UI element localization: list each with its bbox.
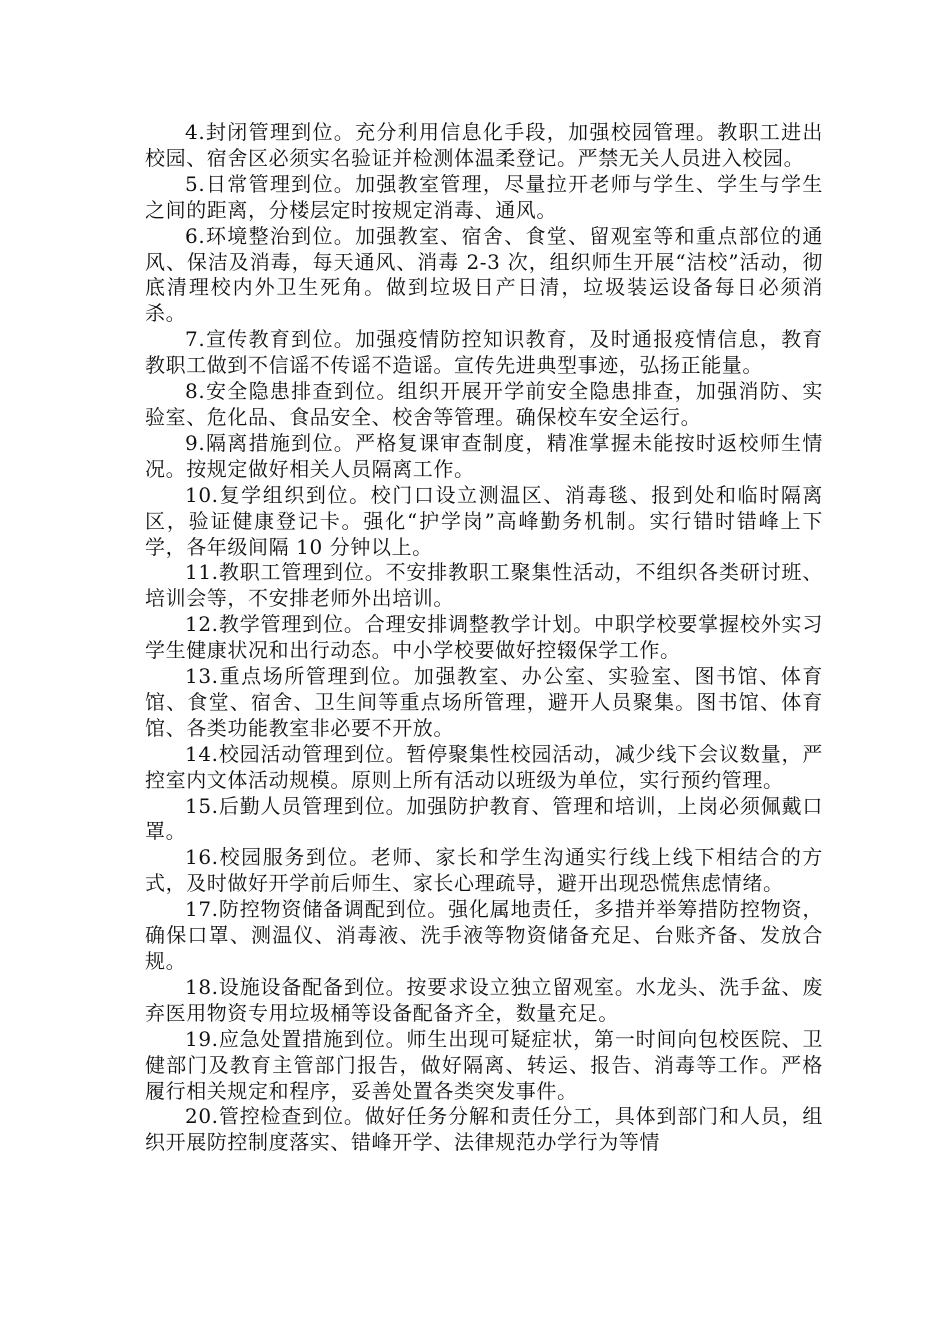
paragraph-item-11: 11.教职工管理到位。不安排教职工聚集性活动，不组织各类研讨班、培训会等，不安排老师外出培训。	[145, 560, 823, 611]
paragraph-item-17: 17.防控物资储备调配到位。强化属地责任，多措并举筹措防控物资，确保口罩、测温仪、消毒液、洗手液等物资储备充足、台账齐备、发放合规。	[145, 897, 823, 973]
document-body	[145, 120, 823, 1156]
paragraph-item-16: 16.校园服务到位。老师、家长和学生沟通实行线上线下相结合的方式，及时做好开学前后师生、家长心理疏导，避开出现恐慌焦虑情绪。	[145, 845, 823, 896]
paragraph-item-19: 19.应急处置措施到位。师生出现可疑症状，第一时间向包校医院、卫健部门及教育主管部门报告，做好隔离、转运、报告、消毒等工作。严格履行相关规定和程序，妥善处置各类突发事件。	[145, 1026, 823, 1103]
paragraph-item-8: 8.安全隐患排查到位。组织开展开学前安全隐患排查，加强消防、实验室、危化品、食品安全、校舍等管理。确保校车安全运行。	[145, 379, 823, 429]
paragraph-item-13: 13.重点场所管理到位。加强教室、办公室、实验室、图书馆、体育馆、食堂、宿舍、卫生间等重点场所管理，避开人员聚集。图书馆、体育馆、各类功能教室非必要不开放。	[145, 664, 823, 740]
paragraph-item-12: 12.教学管理到位。合理安排调整教学计划。中职学校要掌握校外实习学生健康状况和出行动态。中小学校要做好控辍保学工作。	[145, 612, 823, 663]
paragraph-item-10: 10.复学组织到位。校门口设立测温区、消毒毯、报到处和临时隔离区，验证健康登记卡。强化“护学岗”高峰勤务机制。实行错时错峰上下学，各年级间隔 10 分钟以上。	[145, 482, 823, 559]
paragraph-item-15: 15.后勤人员管理到位。加强防护教育、管理和培训，上岗必须佩戴口罩。	[145, 793, 823, 844]
paragraph-item-6: 6.环境整治到位。加强教室、宿舍、食堂、留观室等和重点部位的通风、保洁及消毒，每天通风、消毒 2-3 次，组织师生开展“洁校”活动，彻底清理校内外卫生死角。做到垃圾日产日清，垃圾装运设备每日必须消杀。	[145, 223, 823, 326]
paragraph-item-20: 20.管控检查到位。做好任务分解和责任分工，具体到部门和人员，组织开展防控制度落实、错峰开学、法律规范办学行为等情	[145, 1104, 823, 1155]
paragraph-item-7: 7.宣传教育到位。加强疫情防控知识教育，及时通报疫情信息，教育教职工做到不信谣不传谣不造谣。宣传先进典型事迹，弘扬正能量。	[145, 327, 823, 378]
paragraph-item-5: 5.日常管理到位。加强教室管理，尽量拉开老师与学生、学生与学生之间的距离，分楼层定时按规定消毒、通风。	[145, 171, 823, 222]
paragraph-item-4: 4.封闭管理到位。充分利用信息化手段，加强校园管理。教职工进出校园、宿舍区必须实名验证并检测体温柔登记。严禁无关人员进入校园。	[145, 120, 823, 170]
paragraph-item-9: 9.隔离措施到位。严格复课审查制度，精准掌握未能按时返校师生情况。按规定做好相关人员隔离工作。	[145, 430, 823, 481]
paragraph-item-18: 18.设施设备配备到位。按要求设立独立留观室。水龙头、洗手盆、废弃医用物资专用垃圾桶等设备配备齐全，数量充足。	[145, 974, 823, 1025]
paragraph-item-14: 14.校园活动管理到位。暂停聚集性校园活动，减少线下会议数量，严控室内文体活动规模。原则上所有活动以班级为单位，实行预约管理。	[145, 741, 823, 792]
